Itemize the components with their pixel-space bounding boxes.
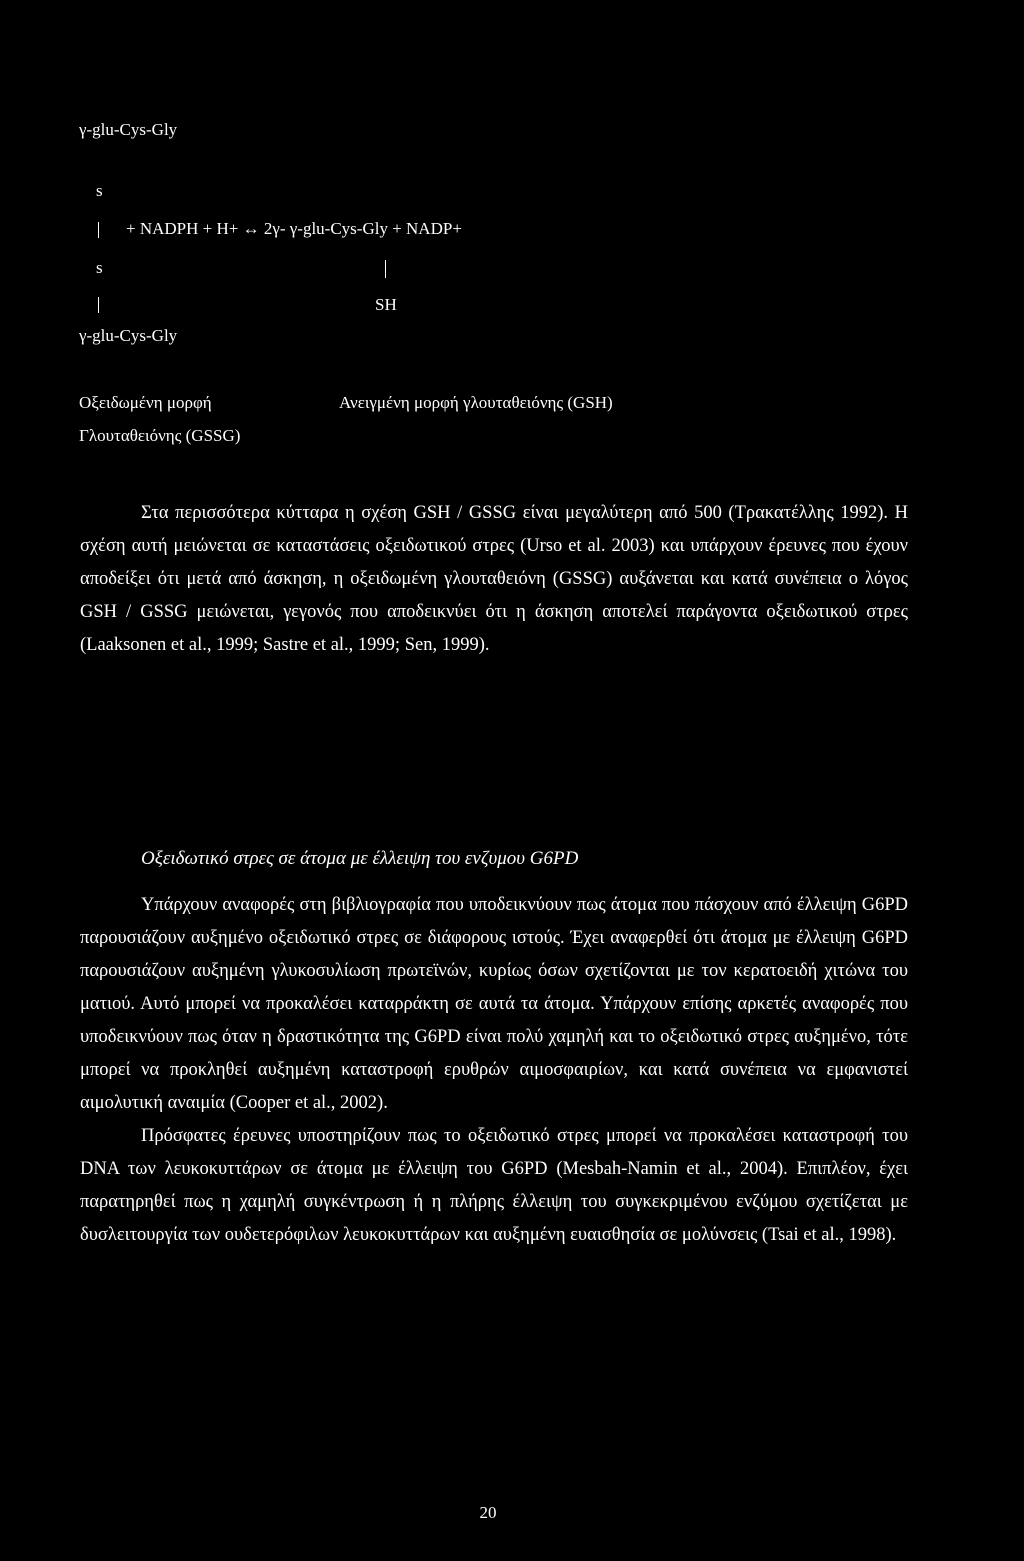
reaction-equation: + NADPH + H+ ↔ 2γ- γ-glu-Cys-Gly + NADP+	[126, 219, 462, 238]
paragraph-3-text: Πρόσφατες έρευνες υποστηρίζουν πως το οξειδωτικό στρες μπορεί να προκαλέσει καταστροφή του DNA των λευκοκυττάρων σε άτομα με έλλειψη του G6PD (Mesbah-Namin et al., 2004). Επιπλέον, έχει παρατηρηθεί πως η χαμηλή συγκέντρωση ή η πλήρης έλλειψη του συγκεκριμένου ενζύμου σχετίζεται με δυσλειτουργία των ουδετερόφιλων λευκοκυττάρων και αυξημένη ευαισθησία σε μολύνσεις (Tsai et al., 1998).	[80, 1126, 908, 1245]
reduced-form-label: Ανειγμένη μορφή γλουταθειόνης (GSH)	[339, 393, 613, 412]
bond-line-bottom	[98, 297, 99, 313]
oxidized-form-label: Οξειδωμένη μορφή	[79, 393, 212, 412]
sulfur-top: s	[96, 181, 103, 200]
section-body	[80, 889, 908, 1252]
tripeptide-top: γ-glu-Cys-Gly	[79, 120, 178, 139]
sh-group: SH	[375, 295, 397, 314]
bond-line-sh	[385, 260, 386, 278]
sulfur-bottom: s	[96, 258, 103, 277]
oxidized-form-name: Γλουταθειόνης (GSSG)	[79, 426, 241, 445]
tripeptide-bottom: γ-glu-Cys-Gly	[79, 326, 178, 345]
section-heading: Οξειδωτικό στρες σε άτομα με έλλειψη του ενζυμου G6PD	[141, 848, 579, 869]
bond-line-top	[98, 222, 99, 238]
paragraph-2-text: Υπάρχουν αναφορές στη βιβλιογραφία που υποδεικνύουν πως άτομα που πάσχουν από έλλειψη G6PD παρουσιάζουν αυξημένο οξειδωτικό στρες σε διάφορους ιστούς. Έχει αναφερθεί ότι άτομα με έλλειψη G6PD παρουσιάζουν αυξημένη γλυκοσυλίωση πρωτεϊνών, κυρίως όσων σχετίζονται με τον κερατοειδή χιτώνα του ματιού. Αυτό μπορεί να προκαλέσει καταρράκτη σε αυτά τα άτομα. Υπάρχουν επίσης αρκετές αναφορές που υποδεικνύουν πως όταν η δραστικότητα της G6PD είναι πολύ χαμηλή και το οξειδωτικό στρες αυξημένο, τότε μπορεί να προκληθεί αυξημένη καταστροφή ερυθρών αιμοσφαιρίων, και κατά συνέπεια να εμφανιστεί αιμολυτική αναιμία (Cooper et al., 2002).	[80, 895, 908, 1113]
paragraph-gsh-ratio	[80, 497, 908, 662]
paragraph-1-text: Στα περισσότερα κύτταρα η σχέση GSH / GSSG είναι μεγαλύτερη από 500 (Τρακατέλλης 1992). Η σχέση αυτή μειώνεται σε καταστάσεις οξειδωτικού στρες (Urso et al. 2003) και υπάρχουν έρευνες που έχουν αποδείξει ότι μετά από άσκηση, η οξειδωμένη γλουταθειόνη (GSSG) αυξάνεται και κατά συνέπεια ο λόγος GSH / GSSG μειώνεται, γεγονός που αποδεικνύει ότι η άσκηση αποτελεί παράγοντα οξειδωτικού στρες (Laaksonen et al., 1999; Sastre et al., 1999; Sen, 1999).	[80, 503, 908, 655]
page-number: 20	[479, 1503, 497, 1522]
